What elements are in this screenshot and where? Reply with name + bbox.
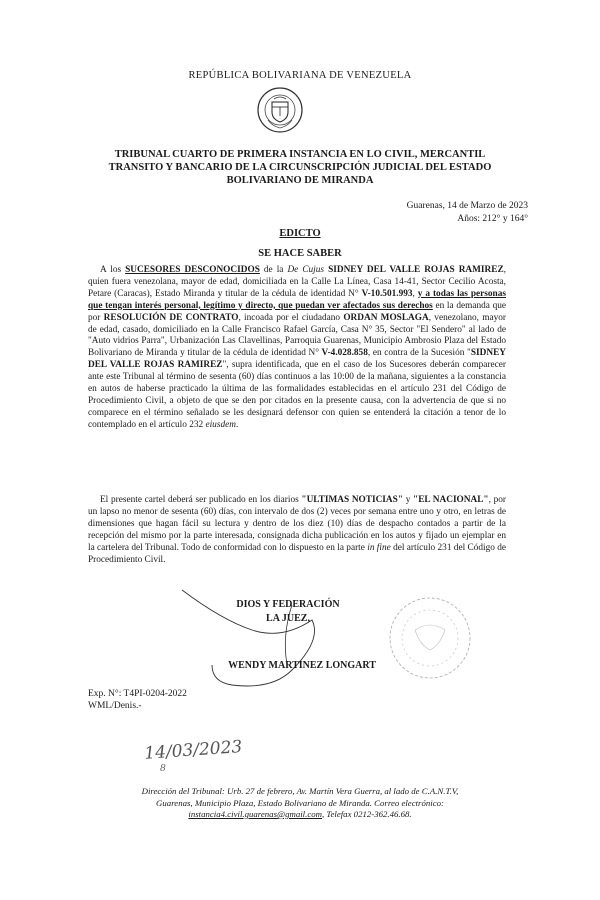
expediente-number: Exp. N°: T4PI-0204-2022 [88,689,187,699]
date-block [288,200,528,226]
phone-text: , Telefax 0212-362.46.68. [322,809,412,819]
republic-heading: REPÚBLICA BOLIVARIANA DE VENEZUELA [188,70,412,81]
years-line: Años: 212° y 164° [457,214,528,224]
se-hace-saber-title: SE HACE SABER [258,248,342,259]
court-stamp-icon [360,590,490,690]
footer-contact [70,809,530,821]
judge-name: WENDY MARTINEZ LONGART [228,660,376,671]
publication-paragraph: El presente cartel deberá ser publicado en los diarios "ULTIMAS NOTICIAS" y "EL NACIONAL", por un lapso no menor de sesenta (60) días, con intervalo de dos (2) veces por semana entre uno y otro, en letras de dimensiones que hagan fácil su lectura y dentro de los diez (10) días de despacho contados a partir de la recepción del mismo por la parte interesada, consignada dicha publicación en los autos y fijado un ejemplar en la cartelera del Tribunal. Todo de conformidad con lo dispuesto en la parte in fine del artículo 231 del Código de Procedimiento Civil. [88,495,507,565]
handwritten-signature-icon [172,580,372,690]
signature-block [228,598,348,626]
court-address-footer [70,786,530,821]
footer-line: Dirección del Tribunal: Urb. 27 de febrero, Av. Martín Vera Guerra, al lado de C.A.N.T.V, [141,786,459,796]
email-link[interactable]: instancia4.civil.guarenas@gmail.com [188,809,322,819]
judge-title: LA JUEZ, [266,613,310,624]
date-line: Guarenas, 14 de Marzo de 2023 [406,201,528,211]
footer-line: Guarenas, Municipio Plaza, Estado Bolivariano de Miranda. Correo electrónico: [156,797,444,808]
expediente-block [88,688,288,712]
handwritten-date: 14/03/2023 [143,737,243,764]
main-paragraph: A los SUCESORES DESCONOCIDOS de la De Cujus SIDNEY DEL VALLE ROJAS RAMIREZ, quien fuera venezolana, mayor de edad, domiciliada en la Calle La Línea, Casa 14-41, Sector Cecilio Acosta, Petare (Caracas), Estado Miranda y titular de la cédula de identidad N° V-10.501.993, y a todas las personas que tengan interés personal, legítimo y directo, que puedan ver afectados sus derechos en la demanda que por RESOLUCIÓN DE CONTRATO, incoada por el ciudadano ORDAN MOSLAGA, venezolano, mayor de edad, casado, domiciliado en la Calle Francisco Rafael García, Casa N° 35, Sector "El Sendero" al lado de "Auto vidrios Parra", Urbanización Las Clavellinas, Parroquia Guarenas, Municipio Ambrosio Plaza del Estado Bolivariano de Miranda y titular de la cédula de identidad N° V-4.028.858, en contra de la Sucesión "SIDNEY DEL VALLE ROJAS RAMIREZ", supra identificada, que en el caso de los Sucesores deberán comparecer ante este Tribunal al término de sesenta (60) días continuos a las 10:00 de la mañana, siguientes a la constancia en autos de haberse practicado la última de las formalidades establecidas en el artículo 231 del Código de Procedimiento Civil, a objeto de que se den por citados en la presente causa, con la advertencia de que si no comparece en el término señalado se les designará defensor con quien se entenderá la citación a tenor de lo contemplado en el artículo 232 eiusdem. [88,265,507,430]
motto-line: DIOS Y FEDERACIÓN [236,599,340,610]
court-heading-line: TRANSITO Y BANCARIO DE LA CIRCUNSCRIPCIÓN JUDICIAL DEL ESTADO [108,162,492,173]
court-heading [70,148,530,187]
court-heading-line: TRIBUNAL CUARTO DE PRIMERA INSTANCIA EN LO CIVIL, MERCANTIL [114,149,486,160]
edicto-title: EDICTO [279,228,321,239]
expediente-initials: WML/Denis.- [88,701,142,711]
coat-of-arms-seal-icon [256,86,304,134]
handwritten-note: 8 [160,762,166,774]
court-heading-line: BOLIVARIANO DE MIRANDA [226,175,374,186]
